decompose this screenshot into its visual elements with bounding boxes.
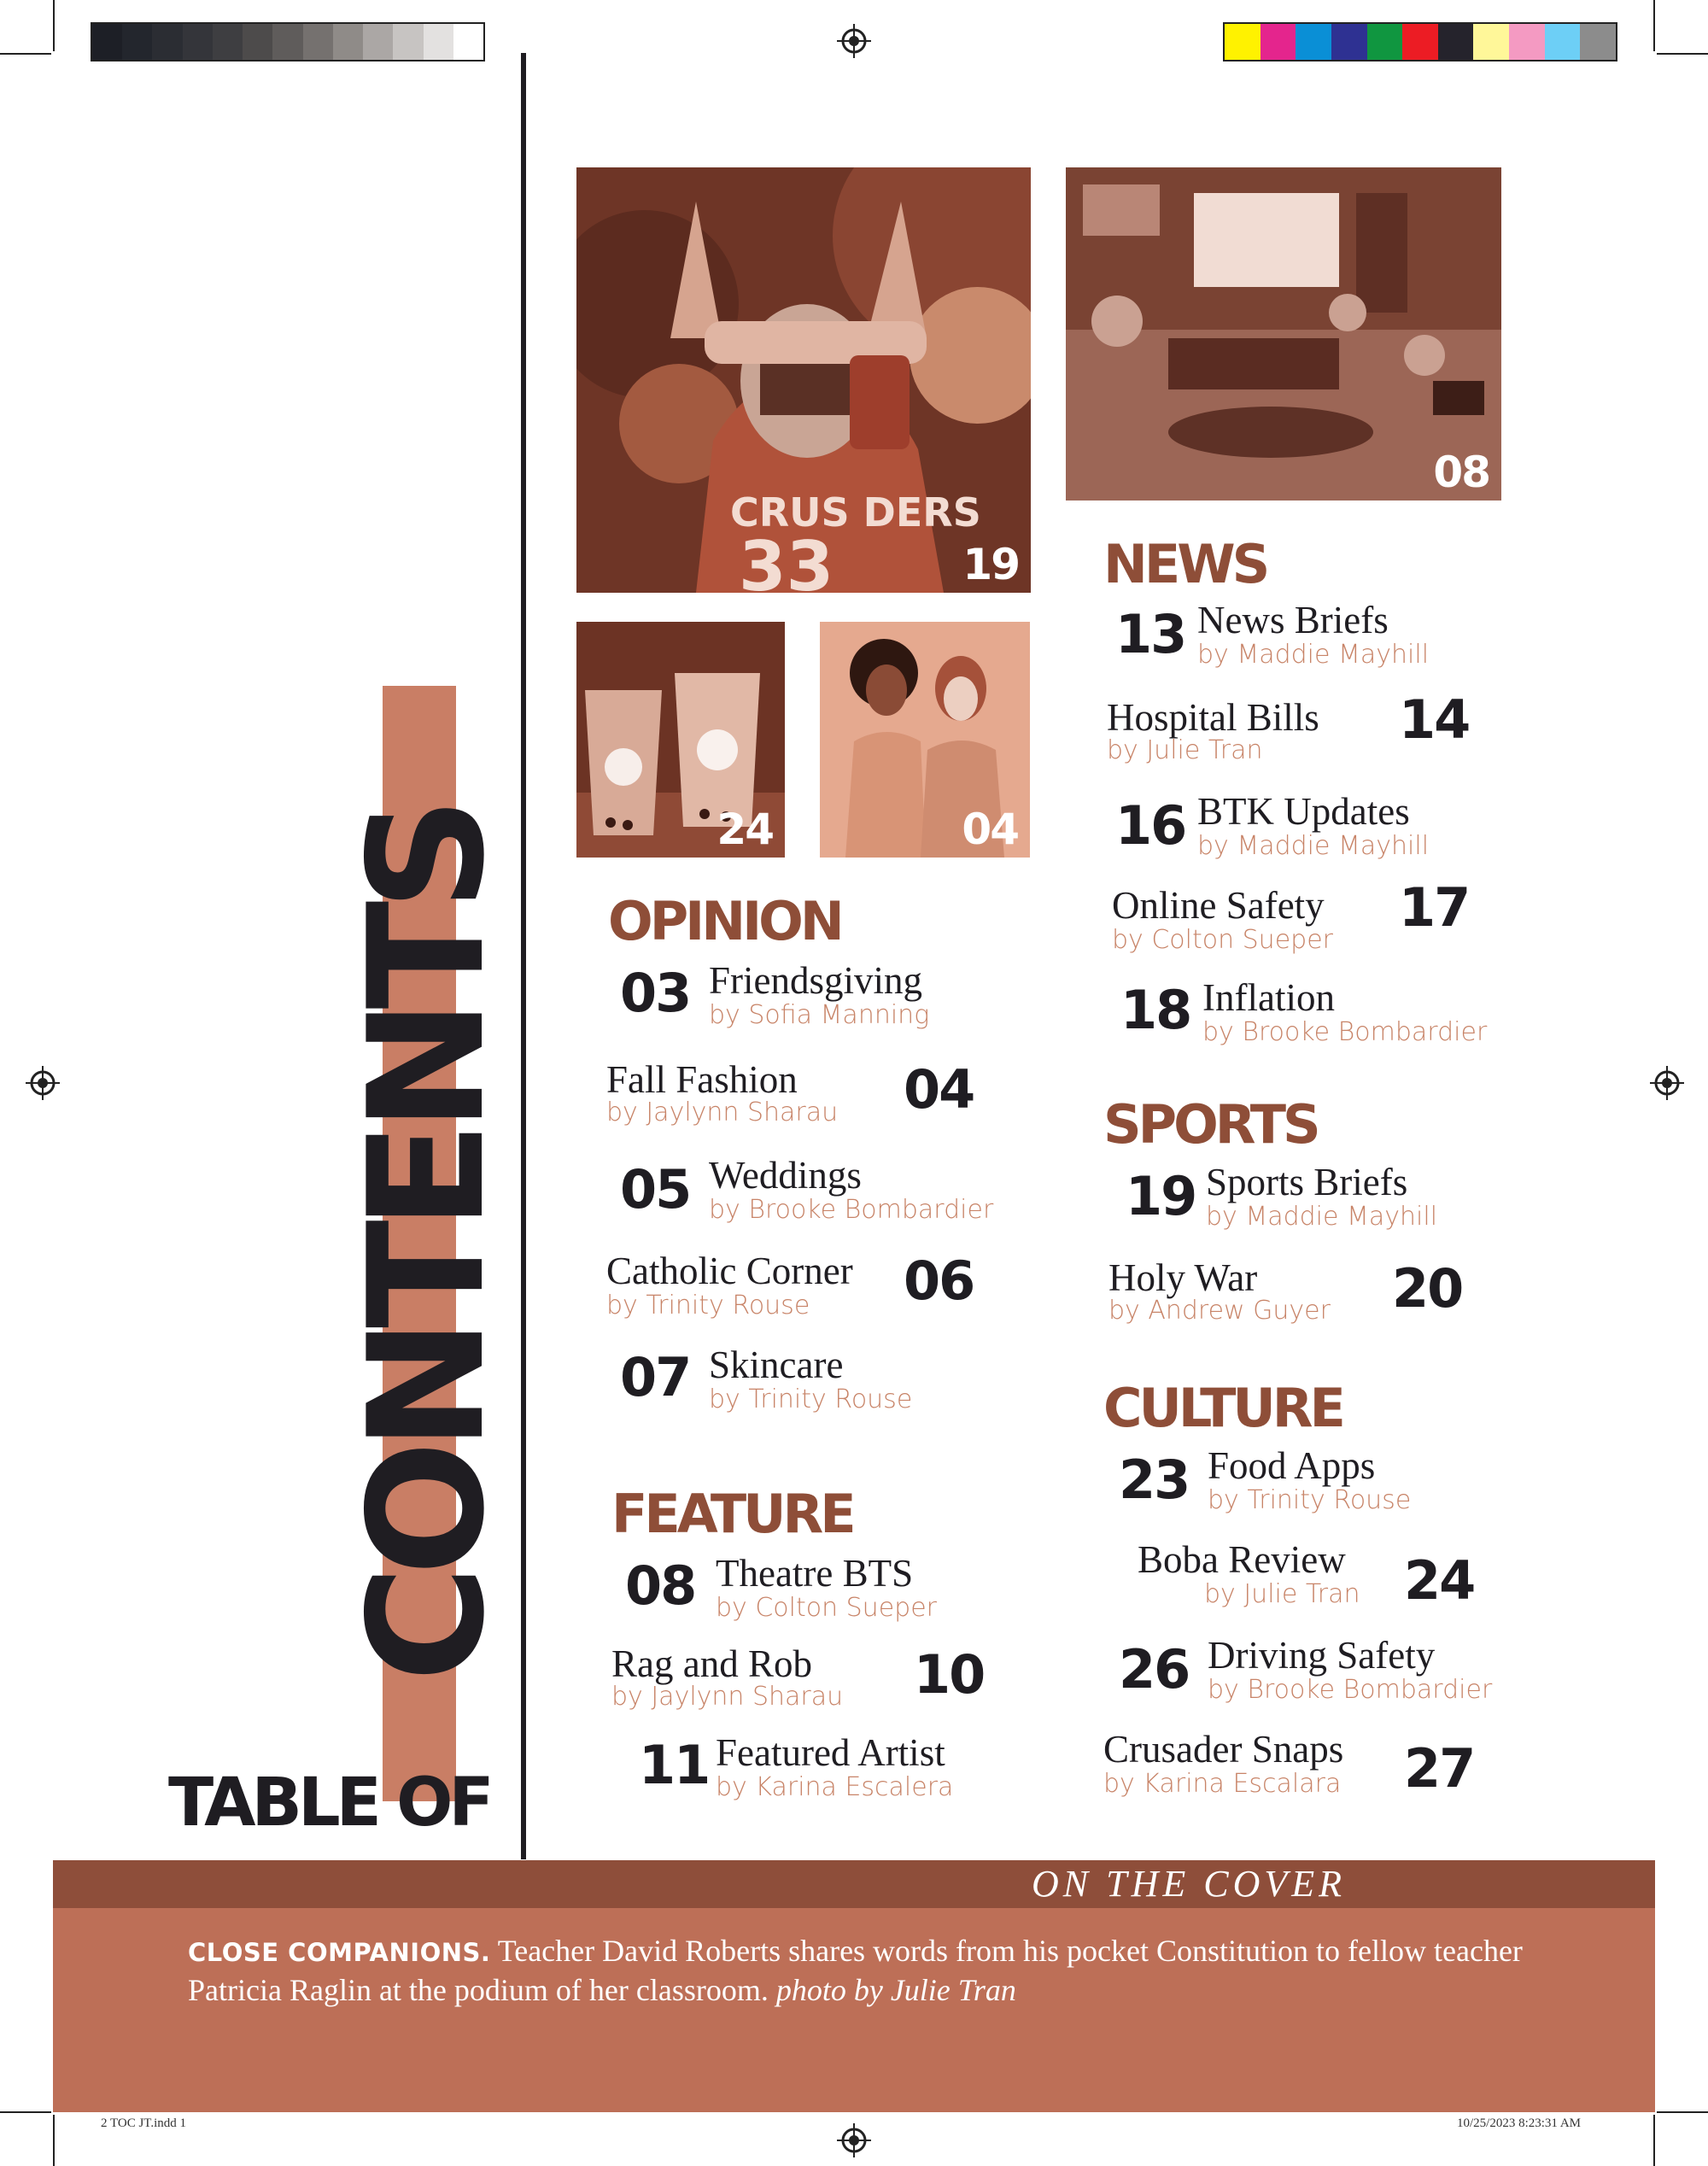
article-byline: by Brooke Bombardier xyxy=(709,1195,994,1225)
registration-mark-icon xyxy=(837,2123,871,2157)
article-byline: by Trinity Rouse xyxy=(709,1384,913,1414)
crop-mark xyxy=(53,0,55,51)
section-title-news: NEWS xyxy=(1103,533,1267,595)
color-swatch xyxy=(1296,24,1331,60)
section-title-sports: SPORTS xyxy=(1103,1093,1318,1156)
article-title: Fall Fashion xyxy=(606,1058,798,1101)
cover-caption-text: Teacher David Roberts shares words from his pocket Constitution to fellow teacher Patricia Raglin at the podium of her classroom. xyxy=(188,1934,1523,2007)
page-number: 24 xyxy=(1404,1549,1475,1612)
file-slug: 2 TOC JT.indd 1 xyxy=(101,2116,187,2130)
grayscale-swatch xyxy=(363,24,393,60)
page-number: 26 xyxy=(1119,1638,1190,1701)
cover-photo-credit: photo by Julie Tran xyxy=(775,1973,1016,2007)
grayscale-swatch xyxy=(243,24,272,60)
crop-mark xyxy=(53,2115,55,2166)
vertical-divider xyxy=(521,53,526,1859)
article-title: Featured Artist xyxy=(716,1731,945,1774)
crop-mark xyxy=(0,2111,51,2113)
photo-theatre xyxy=(1066,167,1501,501)
grayscale-swatch xyxy=(453,24,483,60)
grayscale-swatch xyxy=(92,24,122,60)
article-byline: by Karina Escalara xyxy=(1103,1769,1342,1799)
article-byline: by Jaylynn Sharau xyxy=(611,1682,844,1712)
grayscale-swatch xyxy=(213,24,243,60)
article-byline: by Trinity Rouse xyxy=(1208,1485,1412,1515)
page-number: 10 xyxy=(914,1643,985,1706)
article-byline: by Karina Escalera xyxy=(716,1772,954,1802)
article-byline: by Andrew Guyer xyxy=(1108,1296,1331,1326)
cover-caption xyxy=(188,1932,1554,2009)
page-number: 14 xyxy=(1399,688,1470,751)
color-swatch xyxy=(1402,24,1438,60)
page-number: 19 xyxy=(1126,1165,1196,1227)
article-byline: by Brooke Bombardier xyxy=(1202,1017,1488,1047)
section-title-opinion: OPINION xyxy=(608,890,841,952)
article-title: Holy War xyxy=(1108,1256,1258,1299)
photo-page-number: 24 xyxy=(717,805,773,854)
cover-caption-band xyxy=(53,1860,1655,1908)
article-title: Hospital Bills xyxy=(1107,696,1319,739)
page-number: 16 xyxy=(1115,794,1186,857)
article-title: BTK Updates xyxy=(1197,790,1410,833)
article-title: Friendsgiving xyxy=(709,959,923,1002)
article-title: Theatre BTS xyxy=(716,1552,914,1595)
article-title: Driving Safety xyxy=(1208,1634,1436,1677)
color-swatch xyxy=(1225,24,1261,60)
photo-page-number: 08 xyxy=(1433,448,1489,497)
date-slug: 10/25/2023 8:23:31 AM xyxy=(1457,2116,1582,2130)
page-number: 20 xyxy=(1392,1257,1463,1320)
article-title: Food Apps xyxy=(1208,1444,1376,1487)
article-byline: by Maddie Mayhill xyxy=(1197,640,1430,670)
article-byline: by Trinity Rouse xyxy=(606,1291,810,1320)
crop-mark xyxy=(1657,2111,1708,2113)
grayscale-swatch xyxy=(152,24,182,60)
article-title: Online Safety xyxy=(1112,884,1325,927)
photo-page-number: 04 xyxy=(962,805,1018,854)
on-the-cover-label: ON THE COVER xyxy=(1032,1863,1346,1905)
page-number: 27 xyxy=(1404,1737,1475,1800)
section-title-culture: CULTURE xyxy=(1103,1377,1342,1439)
grayscale-swatch xyxy=(333,24,363,60)
color-swatch xyxy=(1367,24,1403,60)
article-byline: by Colton Sueper xyxy=(716,1593,937,1623)
article-title: Sports Briefs xyxy=(1206,1161,1408,1203)
color-swatch xyxy=(1331,24,1367,60)
color-bar xyxy=(1223,22,1617,61)
article-byline: by Maddie Mayhill xyxy=(1197,831,1430,861)
crop-mark xyxy=(1657,53,1708,55)
article-title: Crusader Snaps xyxy=(1103,1728,1344,1771)
photo-fashion xyxy=(820,622,1030,858)
article-title: News Briefs xyxy=(1197,599,1389,641)
article-title: Catholic Corner xyxy=(606,1250,853,1292)
page-number: 08 xyxy=(625,1554,696,1617)
cover-caption-lead: CLOSE COMPANIONS. xyxy=(188,1938,491,1967)
article-byline: by Colton Sueper xyxy=(1112,925,1333,955)
page-number: 11 xyxy=(639,1734,710,1796)
grayscale-swatch xyxy=(183,24,213,60)
article-byline: by Julie Tran xyxy=(1107,735,1263,765)
crop-mark xyxy=(1653,0,1655,51)
color-swatch xyxy=(1261,24,1296,60)
article-byline: by Julie Tran xyxy=(1204,1579,1360,1609)
color-swatch xyxy=(1545,24,1581,60)
contents-heading: CONTENTS xyxy=(334,806,519,1683)
grayscale-swatch xyxy=(122,24,152,60)
table-of-heading: TABLE OF xyxy=(168,1765,490,1841)
section-title-feature: FEATURE xyxy=(611,1483,853,1545)
grayscale-swatch xyxy=(272,24,302,60)
svg-text:33: 33 xyxy=(739,527,834,593)
article-title: Weddings xyxy=(709,1154,862,1197)
color-swatch xyxy=(1580,24,1616,60)
grayscale-swatch xyxy=(424,24,453,60)
photo-football xyxy=(576,167,1031,593)
page-number: 13 xyxy=(1115,603,1186,665)
color-swatch xyxy=(1509,24,1545,60)
article-title: Rag and Rob xyxy=(611,1642,812,1685)
registration-mark-icon xyxy=(26,1066,60,1100)
svg-text:CRUS DERS: CRUS DERS xyxy=(730,489,981,536)
page-number: 03 xyxy=(620,962,691,1024)
grayscale-bar xyxy=(91,22,485,61)
grayscale-swatch xyxy=(303,24,333,60)
article-byline: by Brooke Bombardier xyxy=(1208,1675,1493,1705)
article-byline: by Maddie Mayhill xyxy=(1206,1202,1438,1232)
article-title: Inflation xyxy=(1202,976,1335,1019)
article-byline: by Jaylynn Sharau xyxy=(606,1098,839,1127)
photo-boba xyxy=(576,622,785,858)
page-number: 06 xyxy=(904,1250,974,1312)
page-number: 18 xyxy=(1120,979,1191,1041)
color-swatch xyxy=(1473,24,1509,60)
football-photo-image xyxy=(576,167,1031,593)
page-number: 07 xyxy=(620,1346,691,1408)
color-swatch xyxy=(1438,24,1474,60)
registration-mark-icon xyxy=(837,24,871,58)
page-number: 23 xyxy=(1119,1449,1190,1511)
crop-mark xyxy=(1653,2115,1655,2166)
photo-page-number: 19 xyxy=(962,540,1019,589)
crop-mark xyxy=(0,53,51,55)
article-title: Skincare xyxy=(709,1344,844,1386)
article-byline: by Sofia Manning xyxy=(709,1000,930,1030)
registration-mark-icon xyxy=(1650,1066,1684,1100)
grayscale-swatch xyxy=(393,24,423,60)
page-number: 04 xyxy=(904,1058,974,1121)
page-number: 17 xyxy=(1399,876,1470,939)
page-number: 05 xyxy=(620,1158,691,1221)
article-title: Boba Review xyxy=(1138,1538,1346,1581)
